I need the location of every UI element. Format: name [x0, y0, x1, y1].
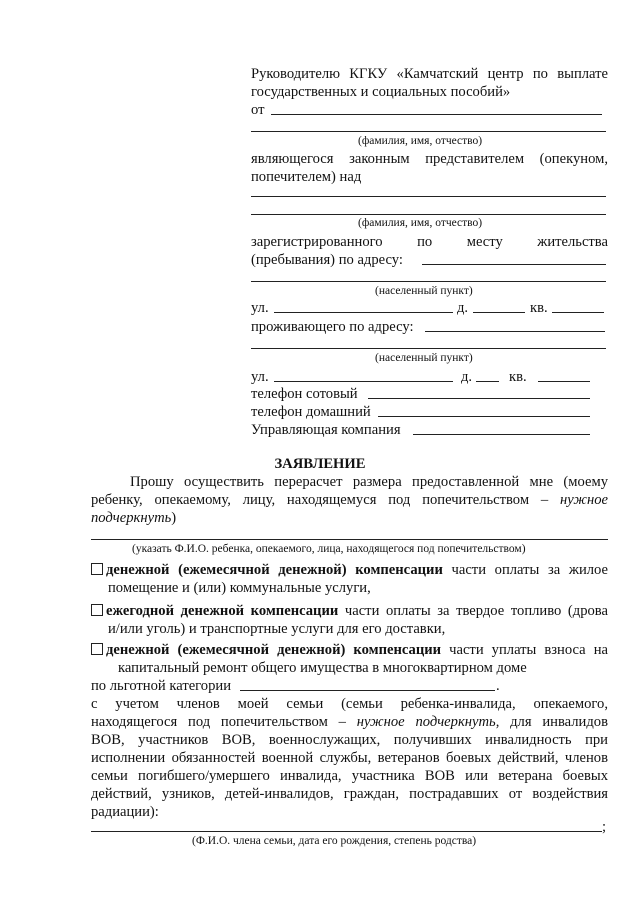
registration-line-2: (пребывания) по адресу:	[251, 252, 403, 268]
settlement-caption-2: (населенный пункт)	[375, 352, 473, 364]
ward-fio-field[interactable]	[251, 196, 606, 197]
apartment-field-1[interactable]	[552, 312, 604, 313]
registration-settlement-field[interactable]	[251, 281, 606, 282]
benefit-category-end: .	[496, 678, 500, 694]
request-line-2: ребенку, опекаемому, лицу, находящемуся под попечительством – нужное	[91, 492, 608, 508]
representative-line-1: являющегося законным представителем (опекуном,	[251, 151, 608, 167]
fio-caption-1: (фамилия, имя, отчество)	[358, 135, 483, 147]
option-monthly-housing-line-2: помещение и (или) коммунальные услуги,	[108, 580, 371, 596]
request-line-1: Прошу осуществить перерасчет размера предоставленной мне (моему	[130, 474, 608, 490]
living-address-label: проживающего по адресу:	[251, 319, 414, 335]
mobile-phone-label: телефон сотовый	[251, 386, 358, 402]
family-member-end: ;	[602, 819, 607, 835]
child-fio-field[interactable]	[91, 539, 608, 540]
street-field-1[interactable]	[274, 312, 453, 313]
street-field-2[interactable]	[274, 381, 453, 382]
registration-address-field[interactable]	[422, 264, 606, 265]
option-capital-repair: денежной (ежемесячной денежной) компенсации части уплаты взноса на	[91, 641, 608, 659]
family-member-field[interactable]	[91, 831, 602, 832]
apartment-field-2[interactable]	[538, 381, 590, 382]
home-phone-label: телефон домашний	[251, 404, 371, 420]
option-monthly-housing-checkbox[interactable]	[91, 563, 103, 575]
house-label-1: д.	[457, 300, 469, 316]
mobile-phone-field[interactable]	[368, 398, 590, 399]
apartment-label-2: кв.	[509, 369, 527, 385]
family-line-1: с учетом членов моей семьи (семьи ребенка-инвалида, опекаемого,	[91, 696, 608, 712]
family-line-3: ВОВ, участников ВОВ, военнослужащих, получивших инвалидность при	[91, 732, 608, 748]
apartment-label-1: кв.	[530, 300, 548, 316]
recipient-line-2: государственных и социальных пособий»	[251, 84, 511, 100]
option-capital-repair-checkbox[interactable]	[91, 643, 103, 655]
family-line-2: находящегося под попечительством – нужное подчеркнуть, для инвалидов	[91, 714, 608, 730]
statement-title: ЗАЯВЛЕНИЕ	[274, 456, 366, 472]
request-line-3: подчеркнуть)	[91, 510, 177, 526]
street-label-2: ул.	[251, 369, 269, 385]
family-member-caption: (Ф.И.О. члена семьи, дата его рождения, степень родства)	[192, 835, 477, 847]
settlement-caption-1: (населенный пункт)	[375, 285, 473, 297]
fio-caption-2: (фамилия, имя, отчество)	[358, 217, 483, 229]
option-annual-fuel-line-2: и/или уголь) и транспортные услуги для его доставки,	[108, 621, 446, 637]
living-address-field[interactable]	[425, 331, 605, 332]
option-monthly-housing: денежной (ежемесячной денежной) компенсации части оплаты за жилое	[91, 561, 608, 579]
representative-line-2: попечителем) над	[251, 169, 362, 185]
family-line-4: исполнении обязанностей военной службы, ветеранов боевых действий, членов	[91, 750, 608, 766]
option-annual-fuel-checkbox[interactable]	[91, 604, 103, 616]
option-annual-fuel: ежегодной денежной компенсации части оплаты за твердое топливо (дрова	[91, 602, 608, 620]
benefit-category-field[interactable]	[240, 690, 495, 691]
registration-line-1: зарегистрированного по месту жительства	[251, 234, 608, 250]
child-caption: (указать Ф.И.О. ребенка, опекаемого, лица, находящегося под попечительством)	[132, 543, 526, 555]
home-phone-field[interactable]	[378, 416, 590, 417]
house-field-1[interactable]	[473, 312, 525, 313]
management-company-field[interactable]	[413, 434, 590, 435]
house-label-2: д.	[461, 369, 473, 385]
living-settlement-field[interactable]	[251, 348, 606, 349]
benefit-category-label: по льготной категории	[91, 678, 232, 694]
street-label-1: ул.	[251, 300, 269, 316]
from-label: от	[251, 102, 265, 118]
family-line-6: действий, узников, детей-инвалидов, граждан, пострадавших от воздействия	[91, 786, 608, 802]
option-capital-repair-line-2: капитальный ремонт общего имущества в многоквартирном доме	[118, 660, 527, 676]
ward-fio-field-2[interactable]	[251, 214, 606, 215]
house-field-2[interactable]	[476, 381, 499, 382]
family-line-7: радиации):	[91, 804, 159, 820]
management-company-label: Управляющая компания	[251, 422, 401, 438]
from-fio-field-2[interactable]	[251, 131, 606, 132]
recipient-line-1: Руководителю КГКУ «Камчатский центр по выплате	[251, 66, 608, 82]
family-line-5: семьи погибшего/умершего инвалида, участника ВОВ или ветерана боевых	[91, 768, 608, 784]
from-fio-field[interactable]	[271, 114, 602, 115]
